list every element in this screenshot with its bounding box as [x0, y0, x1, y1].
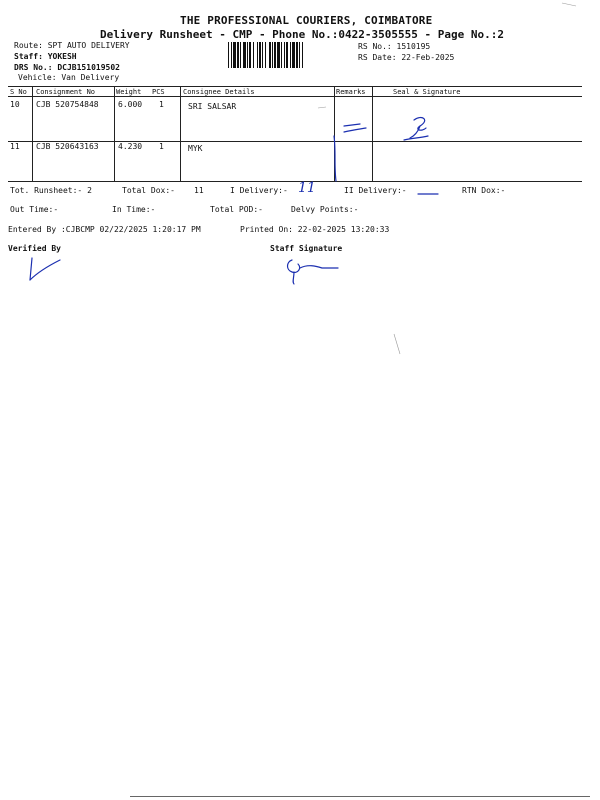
page-bottom-line: [130, 796, 590, 797]
ii-delivery-dash-mark: [416, 188, 442, 198]
col-header-consignee: Consignee Details: [183, 88, 255, 96]
company-title: THE PROFESSIONAL COURIERS, COIMBATORE: [180, 14, 433, 27]
runsheet-table: [8, 86, 582, 182]
drs-number: DRS No.: DCJB151019502: [14, 63, 120, 72]
staff-signature-label: Staff Signature: [270, 244, 343, 253]
i-delivery-label: I Delivery:-: [230, 186, 288, 195]
runsheet-title: Delivery Runsheet - CMP - Phone No.:0422-3505555 - Page No.:2: [100, 28, 504, 41]
i-delivery-handwritten-value: 11: [298, 180, 316, 196]
row-2-consignee: MYK: [188, 144, 203, 153]
scan-mark: [390, 330, 410, 360]
row-2-consignment: CJB 520643163: [36, 142, 99, 151]
col-header-seal-signature: Seal & Signature: [393, 88, 461, 96]
entered-by: Entered By :CJBCMP 02/22/2025 1:20:17 PM: [8, 225, 201, 234]
row-1-weight: 6.000: [118, 100, 143, 109]
verified-by-signature: [22, 254, 82, 284]
total-dox-value: 11: [194, 186, 204, 195]
row-2-weight: 4.230: [118, 142, 143, 151]
col-header-sno: S No: [10, 88, 27, 96]
scan-mark-top: [560, 0, 580, 8]
row-1-consignee: SRI SALSAR: [188, 102, 237, 111]
out-time-label: Out Time:-: [10, 205, 59, 214]
row-1-sno: 10: [10, 100, 20, 109]
rs-number: RS No.: 1510195: [358, 42, 431, 51]
staff-label: Staff: YOKESH: [14, 52, 77, 61]
col-header-consignment: Consignment No: [36, 88, 96, 96]
barcode-image: [228, 42, 348, 68]
vehicle-label: Vehicle: Van Delivery: [18, 73, 120, 82]
ii-delivery-label: II Delivery:-: [344, 186, 407, 195]
rs-date: RS Date: 22-Feb-2025: [358, 53, 455, 62]
staff-signature-image: [282, 254, 352, 288]
total-pod-label: Total POD:-: [210, 205, 263, 214]
in-time-label: In Time:-: [112, 205, 156, 214]
row-2-pcs: 1: [159, 142, 164, 151]
verified-by-label: Verified By: [8, 244, 61, 253]
printed-on: Printed On: 22-02-2025 13:20:33: [240, 225, 390, 234]
seal-signature-handwriting: [400, 112, 440, 146]
row-1-pcs: 1: [159, 100, 164, 109]
row-1-consignment: CJB 520754848: [36, 100, 99, 109]
delvy-points-label: Delvy Points:-: [291, 205, 359, 214]
row-2-sno: 11: [10, 142, 20, 151]
col-header-pcs: PCS: [152, 88, 165, 96]
tot-runsheet: Tot. Runsheet:- 2: [10, 186, 92, 195]
rtn-dox-label: RTN Dox:-: [462, 186, 506, 195]
col-header-weight: Weight: [116, 88, 142, 96]
total-dox-label: Total Dox:-: [122, 186, 175, 195]
col-header-remarks: Remarks: [336, 88, 366, 96]
route-label: Route: SPT AUTO DELIVERY: [14, 41, 130, 50]
